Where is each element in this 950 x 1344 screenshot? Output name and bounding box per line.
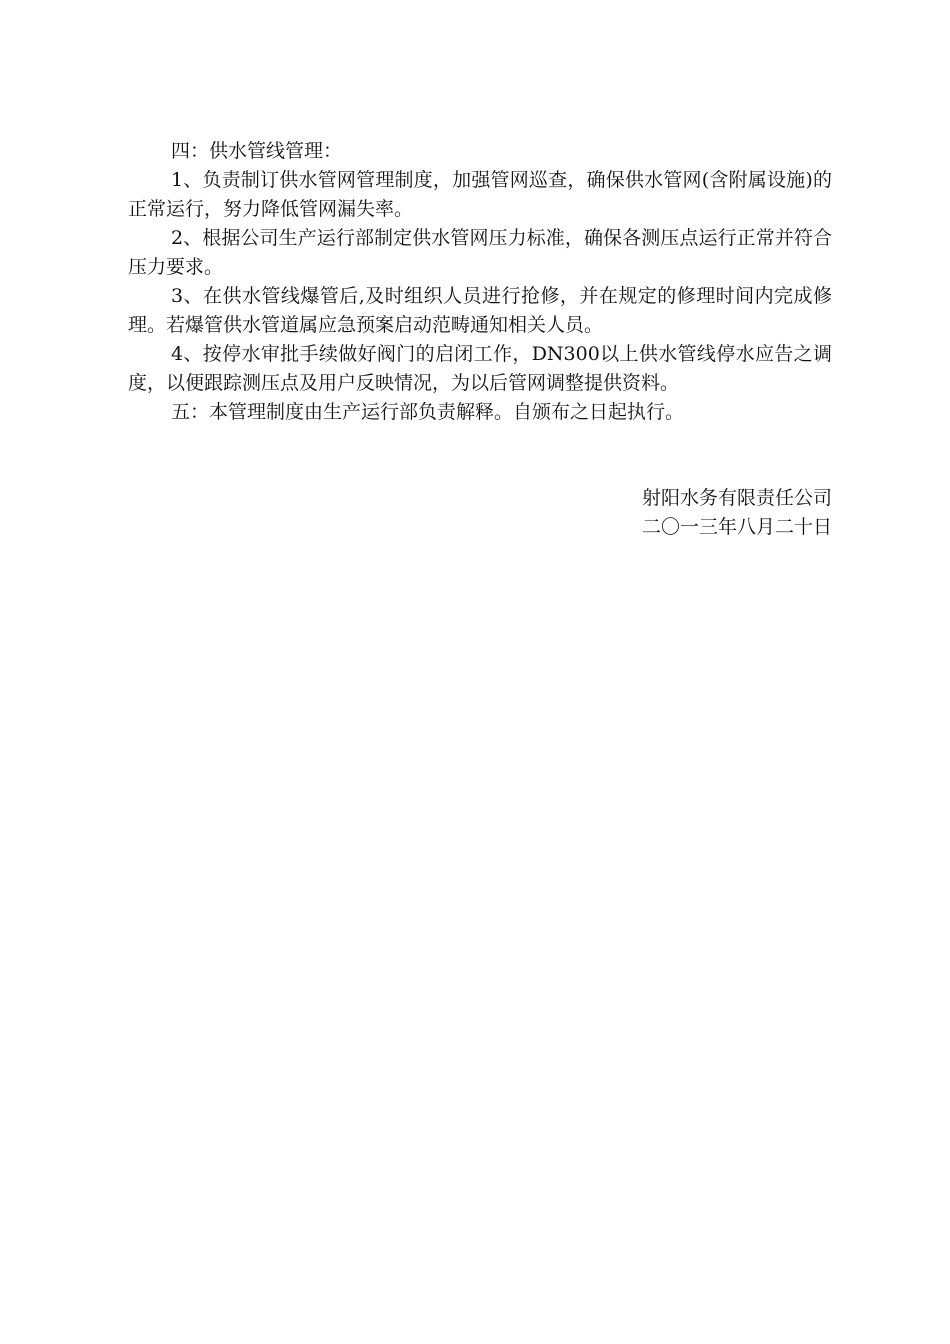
paragraph-item-3: 3、在供水管线爆管后,及时组织人员进行抢修，并在规定的修理时间内完成修理。若爆管供水管道属应急预案启动范畴通知相关人员。 [128,285,832,336]
section-heading-supply-pipeline: 四：供水管线管理： [171,140,343,162]
signature-date: 二〇一三年八月二十日 [641,516,832,538]
document-body [128,137,832,427]
section-heading-interpretation: 五：本管理制度由生产运行部负责解释。自颁布之日起执行。 [171,401,685,423]
paragraph-item-2: 2、根据公司生产运行部制定供水管网压力标准，确保各测压点运行正常并符合压力要求。 [128,227,832,278]
signature-company: 射阳水务有限责任公司 [641,487,832,509]
signature-block [642,484,832,542]
paragraph-item-4: 4、按停水审批手续做好阀门的启闭工作，DN300以上供水管线停水应告之调度，以便跟踪测压点及用户反映情况，为以后管网调整提供资料。 [128,343,832,394]
paragraph-item-1: 1、负责制订供水管网管理制度，加强管网巡查，确保供水管网(含附属设施)的正常运行，努力降低管网漏失率。 [128,169,832,220]
